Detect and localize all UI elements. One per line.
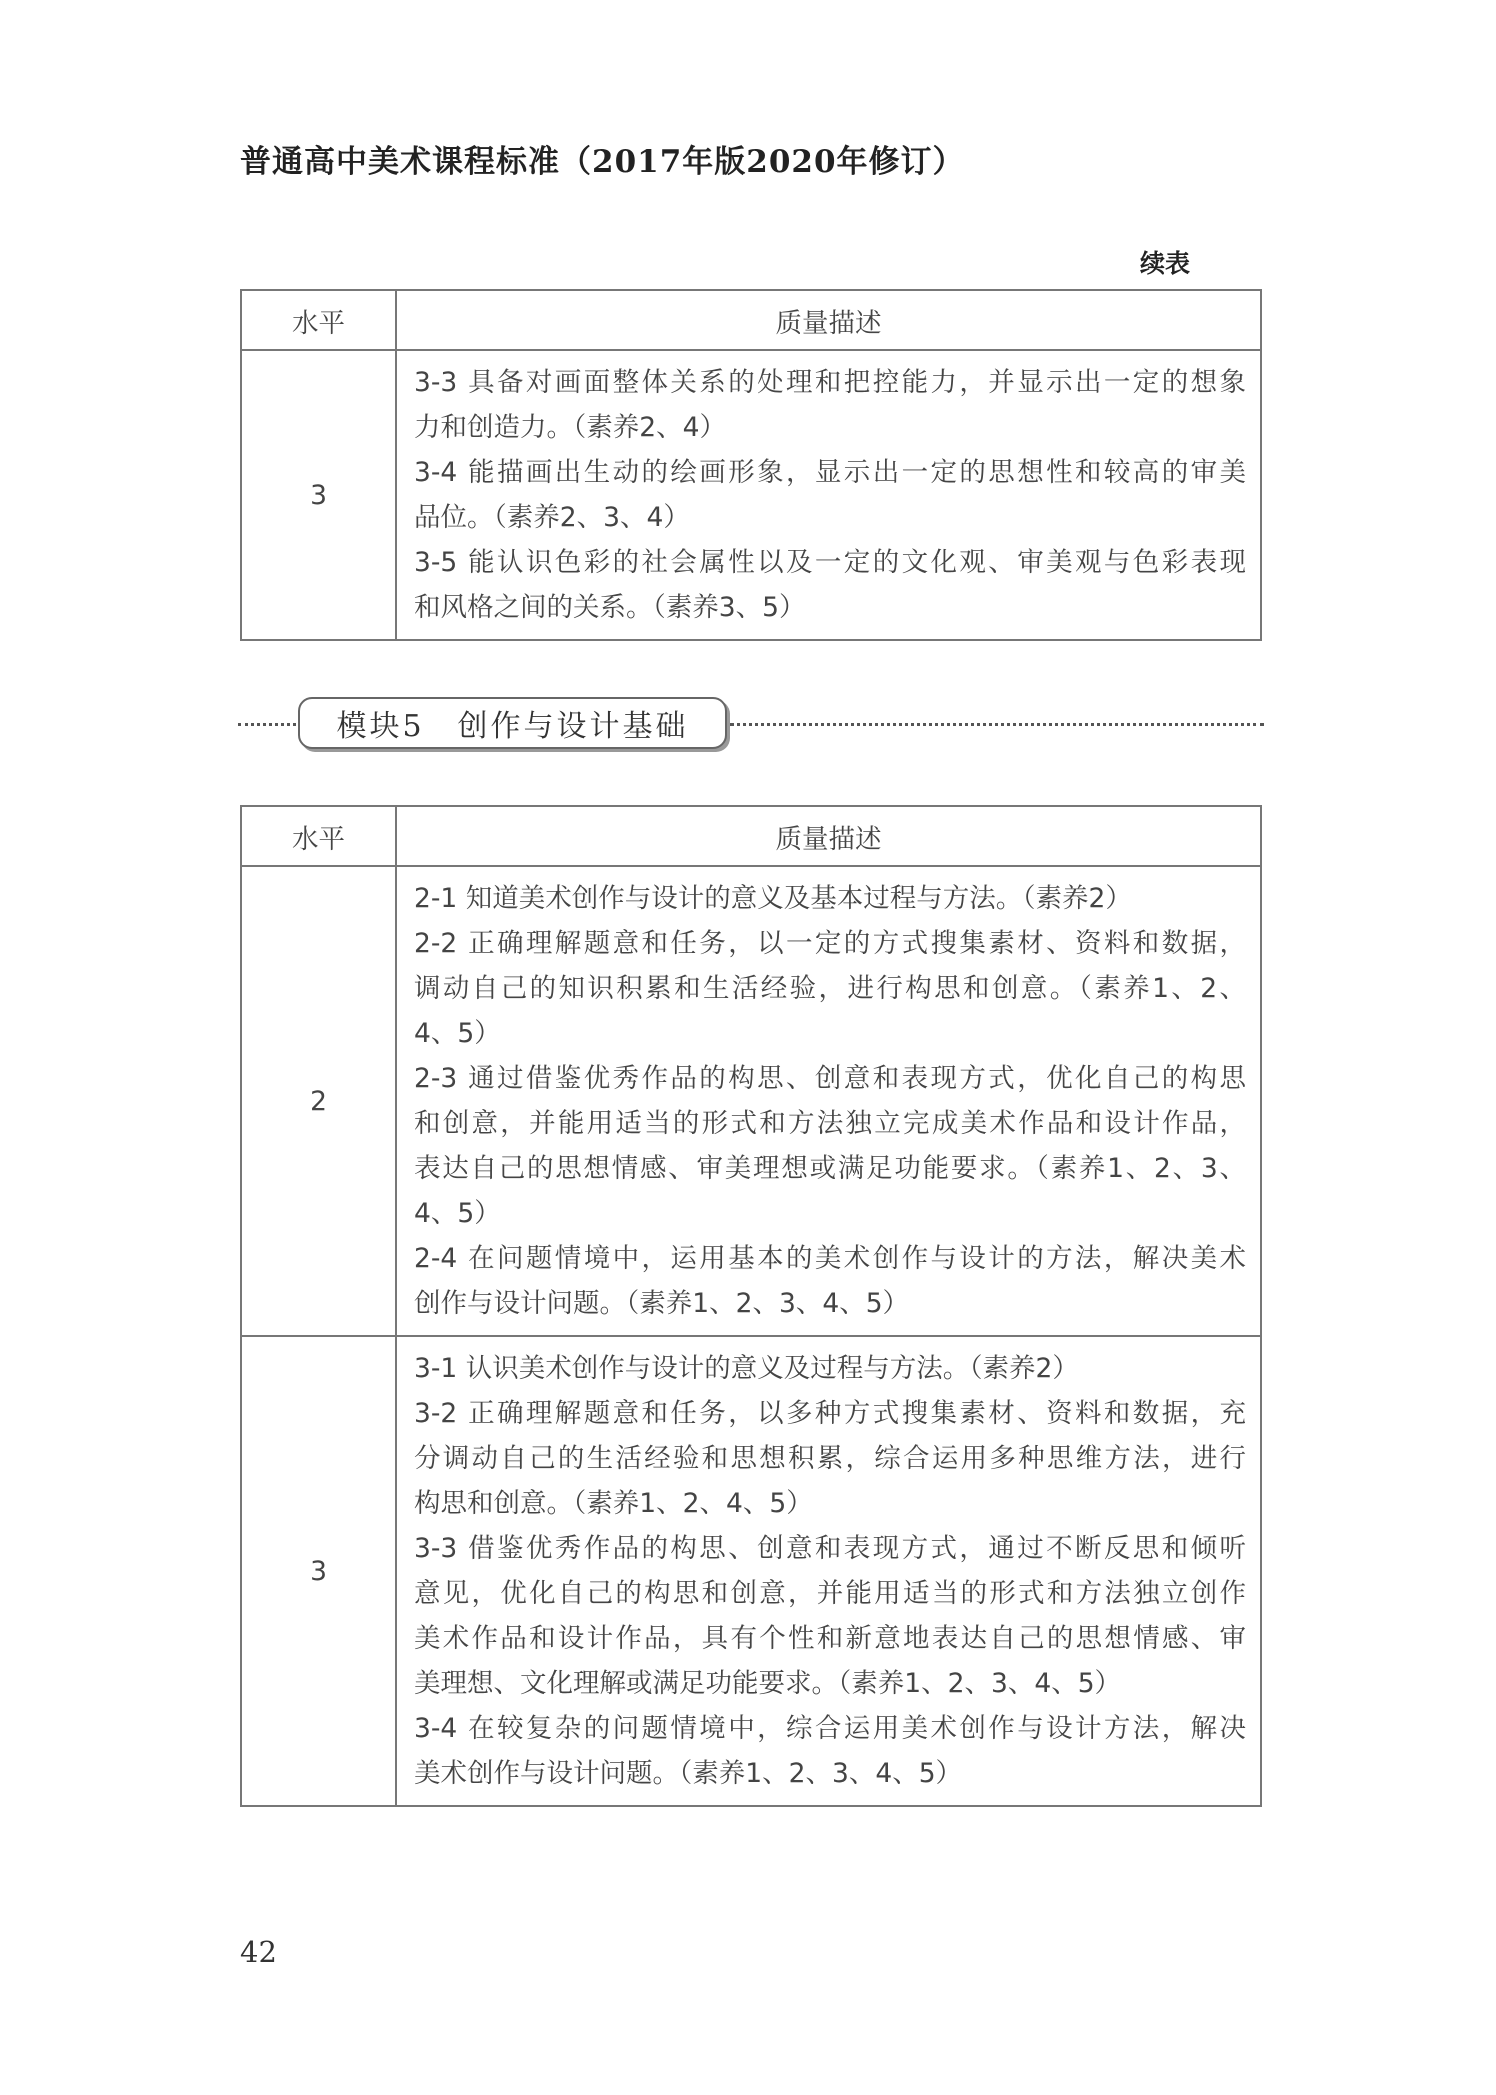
- description-line: 3-3 借鉴优秀作品的构思、创意和表现方式，通过不断反思和倾听: [414, 1533, 1246, 1564]
- module-title: 模块5 创作与设计基础: [298, 697, 727, 749]
- description-line: 2-4 在问题情境中，运用基本的美术创作与设计的方法，解决美术: [414, 1243, 1246, 1274]
- description-line: 3-2 正确理解题意和任务，以多种方式搜集素材、资料和数据，充: [414, 1398, 1246, 1429]
- quality-table-continued: [240, 289, 1262, 641]
- quality-table-module-5: [240, 805, 1262, 1807]
- description-line: 4、5）: [414, 1018, 501, 1049]
- description-line: 2-1 知道美术创作与设计的意义及基本过程与方法。（素养2）: [414, 883, 1132, 914]
- table-header-row: [241, 806, 1261, 866]
- description-line: 3-5 能认识色彩的社会属性以及一定的文化观、审美观与色彩表现: [414, 547, 1246, 578]
- description-cell: [396, 1336, 1261, 1806]
- description-line: 美术创作与设计问题。（素养1、2、3、4、5）: [414, 1758, 963, 1789]
- description-line: 和创意，并能用适当的形式和方法独立完成美术作品和设计作品，: [414, 1108, 1246, 1139]
- description-line: 品位。（素养2、3、4）: [414, 502, 690, 533]
- description-line: 2-2 正确理解题意和任务，以一定的方式搜集素材、资料和数据，: [414, 928, 1246, 959]
- page-number: 42: [240, 1935, 277, 1969]
- description-line: 意见，优化自己的构思和创意，并能用适当的形式和方法独立创作: [414, 1578, 1246, 1609]
- module-banner: [238, 697, 1264, 751]
- dotted-divider-left: [238, 723, 296, 726]
- header-level: 水平: [241, 806, 396, 866]
- description-line: 3-4 在较复杂的问题情境中，综合运用美术创作与设计方法，解决: [414, 1713, 1246, 1744]
- description-line: 美术作品和设计作品，具有个性和新意地表达自己的思想情感、审: [414, 1623, 1246, 1654]
- table-row: [241, 350, 1261, 640]
- description-line: 3-3 具备对画面整体关系的处理和把控能力，并显示出一定的想象: [414, 367, 1246, 398]
- table-row: [241, 866, 1261, 1336]
- description-line: 3-4 能描画出生动的绘画形象，显示出一定的思想性和较高的审美: [414, 457, 1246, 488]
- description-line: 2-3 通过借鉴优秀作品的构思、创意和表现方式，优化自己的构思: [414, 1063, 1246, 1094]
- description-line: 创作与设计问题。（素养1、2、3、4、5）: [414, 1288, 910, 1319]
- description-cell: [396, 866, 1261, 1336]
- description-line: 4、5）: [414, 1198, 501, 1229]
- description-line: 调动自己的知识积累和生活经验，进行构思和创意。（素养1、2、: [414, 973, 1246, 1004]
- continued-table-label: 续表: [1140, 249, 1191, 278]
- description-line: 分调动自己的生活经验和思想积累，综合运用多种思维方法，进行: [414, 1443, 1246, 1474]
- description-line: 表达自己的思想情感、审美理想或满足功能要求。（素养1、2、3、: [414, 1153, 1246, 1184]
- header-description: 质量描述: [396, 290, 1261, 350]
- description-cell: [396, 350, 1261, 640]
- table-header-row: [241, 290, 1261, 350]
- dotted-divider-right: [730, 723, 1264, 726]
- header-level: 水平: [241, 290, 396, 350]
- description-line: 3-1 认识美术创作与设计的意义及过程与方法。（素养2）: [414, 1353, 1079, 1384]
- page-header-title: 普通高中美术课程标准（2017年版2020年修订）: [240, 144, 965, 180]
- level-cell: 3: [241, 350, 396, 640]
- header-description: 质量描述: [396, 806, 1261, 866]
- description-line: 美理想、文化理解或满足功能要求。（素养1、2、3、4、5）: [414, 1668, 1122, 1699]
- description-line: 和风格之间的关系。（素养3、5）: [414, 592, 806, 623]
- level-cell: 3: [241, 1336, 396, 1806]
- description-line: 构思和创意。（素养1、2、4、5）: [414, 1488, 813, 1519]
- level-cell: 2: [241, 866, 396, 1336]
- description-line: 力和创造力。（素养2、4）: [414, 412, 726, 443]
- table-row: [241, 1336, 1261, 1806]
